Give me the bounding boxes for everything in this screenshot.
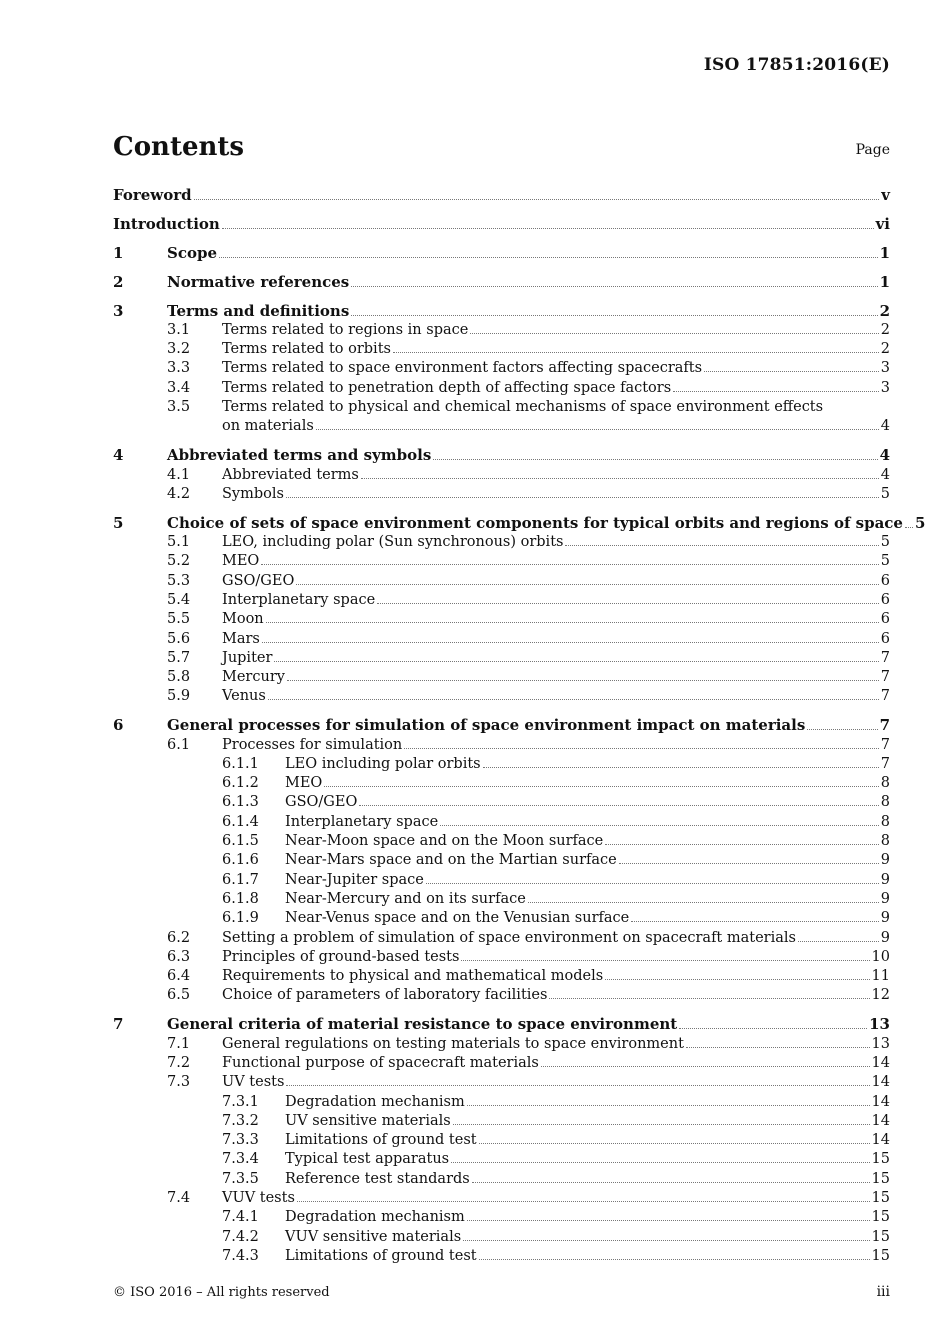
toc-entry[interactable] — [113, 986, 890, 1005]
toc-entry-number: 3.4 — [167, 379, 191, 396]
toc-entry-title[interactable]: Terms related to orbits — [222, 341, 391, 358]
toc-entry-number: 7.3.5 — [222, 1170, 259, 1187]
toc-entry[interactable] — [113, 736, 890, 755]
page-title: Contents — [113, 132, 245, 162]
toc-entry[interactable] — [113, 572, 890, 591]
toc-entry-number: 6.1.6 — [222, 852, 259, 869]
toc-entry[interactable] — [113, 967, 890, 986]
toc-entry-page[interactable]: 7 — [880, 669, 890, 686]
toc-entry[interactable] — [113, 1189, 890, 1208]
toc-entry-page[interactable]: 5 — [880, 485, 890, 502]
page-column-label: Page — [855, 142, 890, 158]
dot-leader — [467, 1220, 870, 1221]
toc-entry-number: 2 — [113, 272, 124, 291]
page-number: iii — [876, 1284, 890, 1300]
dot-leader — [361, 478, 879, 479]
toc-entry-page[interactable]: 14 — [871, 1112, 890, 1129]
dot-leader — [194, 199, 880, 200]
toc-entry-title[interactable]: VUV sensitive materials — [285, 1228, 462, 1245]
dot-leader — [351, 286, 877, 287]
dot-leader — [605, 844, 879, 845]
toc-entry-number: 6.1.9 — [222, 910, 259, 927]
toc-entry[interactable] — [113, 591, 890, 610]
toc-entry-page[interactable]: 15 — [871, 1209, 890, 1226]
toc-entry-title[interactable]: Introduction — [113, 214, 220, 233]
toc-entry-page[interactable]: vi — [875, 214, 890, 233]
toc-entry-number: 7 — [113, 1015, 124, 1034]
toc-entry[interactable] — [113, 649, 890, 668]
toc-entry-number: 6.1 — [167, 736, 191, 753]
dot-leader — [807, 729, 877, 730]
toc-entry[interactable] — [113, 793, 890, 812]
toc-entry[interactable] — [113, 630, 890, 649]
toc-entry-title[interactable]: Choice of parameters of laboratory facilities — [222, 987, 548, 1004]
toc-entry[interactable] — [113, 398, 890, 417]
dot-leader — [565, 545, 878, 546]
toc-entry-title[interactable]: Terms related to regions in space — [222, 321, 469, 338]
toc-entry-page[interactable]: 15 — [871, 1228, 890, 1245]
toc-entry-title[interactable]: UV tests — [222, 1074, 285, 1091]
toc-entry-title[interactable]: Terms related to space environment factors affecting spacecrafts — [222, 360, 703, 377]
dot-leader — [261, 564, 878, 565]
toc-entry-title[interactable]: Functional purpose of spacecraft materials — [222, 1054, 539, 1071]
toc-entry-number: 6.1.2 — [222, 775, 259, 792]
toc-entry-page[interactable]: 6 — [880, 611, 890, 628]
toc-entry-title[interactable]: Jupiter — [222, 649, 273, 666]
dot-leader — [377, 603, 879, 604]
toc-entry-page[interactable]: 8 — [880, 833, 890, 850]
dot-leader — [541, 1066, 870, 1067]
toc-entry-page[interactable]: 2 — [880, 341, 890, 358]
toc-entry-page[interactable]: 15 — [871, 1170, 890, 1187]
toc-entry[interactable] — [113, 302, 890, 321]
toc-entry-page[interactable]: 9 — [880, 890, 890, 907]
toc-entry-page[interactable]: 14 — [871, 1093, 890, 1110]
dot-leader — [286, 497, 879, 498]
toc-entry-title[interactable]: MEO — [222, 553, 260, 570]
toc-entry-title[interactable]: MEO — [285, 775, 323, 792]
toc-entry-number: 3.2 — [167, 341, 191, 358]
toc-entry[interactable] — [113, 890, 890, 909]
toc-entry-page[interactable]: 1 — [879, 243, 890, 262]
toc-entry-title[interactable]: VUV tests — [222, 1190, 295, 1206]
toc-entry-title[interactable]: Mars — [222, 630, 260, 647]
toc-entry-number: 5.5 — [167, 611, 191, 628]
toc-entry-number: 7.3.1 — [222, 1093, 259, 1110]
dot-leader — [426, 883, 879, 884]
toc-entry[interactable] — [113, 871, 890, 890]
toc-entry-page[interactable]: 6 — [880, 572, 890, 589]
toc-entry-title[interactable]: Limitations of ground test — [285, 1132, 477, 1149]
dot-leader — [463, 1240, 869, 1241]
toc-entry[interactable] — [113, 513, 926, 533]
dot-leader — [222, 228, 874, 229]
toc-entry-number: 5.2 — [167, 553, 191, 570]
toc-entry-number: 7.4.2 — [222, 1228, 259, 1245]
toc-entry-title[interactable]: Typical test apparatus — [285, 1151, 450, 1168]
toc-entry-title[interactable]: Near-Mercury and on its surface — [285, 890, 526, 907]
dot-leader — [461, 960, 869, 961]
toc-entry[interactable] — [113, 832, 890, 851]
dot-leader — [528, 902, 879, 903]
dot-leader — [673, 391, 879, 392]
toc-entry[interactable] — [113, 716, 890, 735]
toc-entry-number: 6.1.1 — [222, 755, 259, 772]
toc-entry[interactable] — [113, 1093, 890, 1112]
toc-entry[interactable] — [113, 186, 890, 205]
toc-entry-page[interactable]: 8 — [880, 794, 890, 811]
toc-entry[interactable] — [113, 1015, 890, 1034]
toc-entry-page[interactable]: 14 — [871, 1074, 890, 1091]
toc-entry[interactable] — [113, 1054, 890, 1073]
toc-entry-page[interactable]: 9 — [880, 929, 890, 946]
toc-entry-page[interactable]: 15 — [871, 1151, 890, 1168]
copyright-notice: © ISO 2016 – All rights reserved — [113, 1285, 330, 1300]
toc-entry-page[interactable]: 5 — [880, 534, 890, 551]
toc-entry[interactable] — [113, 1112, 890, 1131]
toc-entry[interactable] — [113, 533, 890, 552]
toc-entry-page[interactable]: 10 — [871, 948, 890, 965]
dot-leader — [479, 1143, 870, 1144]
toc-entry[interactable] — [113, 1170, 890, 1189]
dot-leader — [479, 1259, 870, 1260]
toc-entry-number: 5.1 — [167, 534, 191, 551]
toc-entry-title[interactable]: Terms related to physical and chemical mechanisms of space environment effects — [222, 399, 824, 416]
toc-entry-title[interactable]: Moon — [222, 611, 264, 628]
toc-entry-title[interactable]: General regulations on testing materials to space environment — [222, 1035, 684, 1052]
toc-entry-page[interactable]: 9 — [880, 910, 890, 927]
toc-entry-page[interactable]: 8 — [880, 813, 890, 830]
dot-leader — [268, 699, 879, 700]
dot-leader — [351, 315, 877, 316]
toc-entry-title[interactable]: Near-Moon space and on the Moon surface — [285, 833, 604, 850]
toc-entry[interactable] — [113, 755, 890, 774]
dot-leader — [483, 767, 879, 768]
table-of-contents — [113, 186, 926, 1266]
toc-entry-page[interactable]: 7 — [880, 649, 890, 666]
toc-entry[interactable] — [113, 1228, 890, 1247]
toc-entry-title[interactable]: Venus — [222, 688, 266, 705]
toc-entry-number: 7.1 — [167, 1035, 191, 1052]
toc-entry-number: 6.1.5 — [222, 833, 259, 850]
toc-entry-title[interactable]: on materials — [222, 418, 314, 435]
toc-entry-title[interactable]: Normative references — [167, 272, 350, 291]
toc-entry-number: 5.7 — [167, 649, 191, 666]
toc-entry-number: 7.2 — [167, 1054, 191, 1071]
toc-entry-number: 7.3.3 — [222, 1132, 259, 1149]
toc-entry[interactable] — [113, 552, 890, 571]
toc-entry-page[interactable]: 13 — [871, 1035, 890, 1052]
toc-entry-page[interactable]: 2 — [880, 321, 890, 338]
toc-entry-page[interactable]: 9 — [880, 852, 890, 869]
toc-entry-page[interactable]: 6 — [880, 591, 890, 608]
toc-entry-page[interactable]: 6 — [880, 630, 890, 647]
dot-leader — [262, 642, 879, 643]
dot-leader — [619, 863, 879, 864]
dot-leader — [286, 1085, 869, 1086]
toc-entry-number: 4 — [113, 446, 124, 465]
dot-leader — [324, 786, 878, 787]
toc-entry-title[interactable]: Abbreviated terms and symbols — [167, 446, 432, 465]
toc-entry[interactable] — [113, 485, 890, 504]
toc-entry[interactable] — [113, 1035, 890, 1054]
toc-entry-title[interactable]: Mercury — [222, 669, 285, 686]
toc-entry-title[interactable]: GSO/GEO — [285, 794, 358, 811]
toc-entry-number: 7.4 — [167, 1190, 191, 1206]
toc-entry[interactable] — [113, 1131, 890, 1150]
toc-entry-number: 3 — [113, 301, 124, 320]
toc-entry-page[interactable]: 5 — [914, 513, 926, 532]
dot-leader — [631, 921, 879, 922]
toc-entry[interactable] — [113, 446, 890, 465]
toc-entry-number: 7.3.2 — [222, 1112, 259, 1129]
toc-entry-number: 6.1.7 — [222, 871, 259, 888]
toc-entry-title[interactable]: General processes for simulation of space environment impact on materials — [167, 716, 806, 735]
toc-entry-number: 6.3 — [167, 948, 191, 965]
toc-entry[interactable] — [113, 851, 890, 870]
toc-entry[interactable] — [113, 774, 890, 793]
dot-leader — [433, 459, 877, 460]
toc-entry[interactable] — [113, 1247, 890, 1266]
toc-entry-number: 7.3 — [167, 1074, 191, 1091]
toc-entry-page[interactable]: 15 — [871, 1190, 890, 1206]
toc-entry-title[interactable]: Interplanetary space — [222, 591, 376, 608]
toc-entry-page[interactable]: 11 — [871, 968, 890, 985]
toc-entry-title[interactable]: Requirements to physical and mathematical models — [222, 968, 604, 985]
toc-entry-number: 3.3 — [167, 360, 191, 377]
toc-entry-title[interactable]: Processes for simulation — [222, 736, 403, 753]
toc-entry-page[interactable]: 15 — [871, 1247, 890, 1264]
toc-entry[interactable] — [113, 668, 890, 687]
toc-entry-number: 5.9 — [167, 688, 191, 705]
toc-entry-number: 4.2 — [167, 485, 191, 502]
dot-leader — [686, 1047, 870, 1048]
toc-entry[interactable] — [113, 1150, 890, 1169]
toc-entry-page[interactable]: 14 — [871, 1054, 890, 1071]
toc-entry[interactable] — [113, 610, 890, 629]
toc-entry-title[interactable]: Degradation mechanism — [285, 1093, 465, 1110]
toc-entry-number: 5.8 — [167, 669, 191, 686]
toc-entry-number: 6.2 — [167, 929, 191, 946]
toc-entry-number: 1 — [113, 243, 124, 262]
toc-entry-title[interactable]: Reference test standards — [285, 1170, 470, 1187]
toc-entry-title[interactable]: Symbols — [222, 485, 284, 502]
toc-entry-number: 5.4 — [167, 591, 191, 608]
toc-entry-title[interactable]: Foreword — [113, 186, 192, 204]
toc-entry-number: 3.5 — [167, 399, 191, 416]
toc-entry-page[interactable]: v — [881, 186, 890, 204]
toc-entry-number: 6.1.4 — [222, 813, 259, 830]
dot-leader — [905, 527, 913, 528]
toc-entry-title[interactable]: Near-Jupiter space — [285, 871, 424, 888]
toc-entry-page[interactable]: 8 — [880, 775, 890, 792]
toc-entry-title[interactable]: Degradation mechanism — [285, 1209, 465, 1226]
dot-leader — [453, 1124, 870, 1125]
dot-leader — [704, 371, 879, 372]
dot-leader — [451, 1162, 869, 1163]
toc-entry-number: 6.1.3 — [222, 794, 259, 811]
toc-entry-page[interactable]: 5 — [880, 553, 890, 570]
toc-entry-title[interactable]: GSO/GEO — [222, 572, 295, 589]
toc-entry[interactable] — [113, 359, 890, 378]
toc-entry-number: 6.4 — [167, 968, 191, 985]
toc-entry-number: 6 — [113, 716, 124, 735]
toc-entry-page[interactable]: 14 — [871, 1132, 890, 1149]
toc-entry-number: 7.4.3 — [222, 1247, 259, 1264]
toc-entry-number: 4.1 — [167, 466, 191, 483]
toc-entry[interactable] — [113, 1208, 890, 1227]
toc-entry-number: 5 — [113, 513, 124, 532]
toc-entry-page[interactable]: 1 — [879, 272, 890, 291]
toc-entry-page[interactable]: 7 — [880, 688, 890, 705]
toc-entry[interactable] — [113, 379, 890, 398]
dot-leader — [393, 352, 879, 353]
dot-leader — [296, 584, 878, 585]
toc-entry-number: 6.1.8 — [222, 890, 259, 907]
toc-entry-title[interactable]: LEO including polar orbits — [285, 755, 481, 772]
toc-entry-page[interactable]: 9 — [880, 871, 890, 888]
toc-entry-page[interactable]: 7 — [880, 755, 890, 772]
toc-entry-title[interactable]: Terms related to penetration depth of affecting space factors — [222, 379, 672, 396]
toc-entry[interactable] — [113, 417, 890, 436]
toc-entry-title[interactable]: General criteria of material resistance to space environment — [167, 1015, 678, 1034]
toc-entry-title[interactable]: Interplanetary space — [285, 813, 439, 830]
toc-entry-title[interactable]: LEO, including polar (Sun synchronous) orbits — [222, 534, 564, 551]
toc-entry-page[interactable]: 7 — [879, 716, 890, 735]
toc-entry-page[interactable]: 13 — [869, 1015, 890, 1034]
dot-leader — [266, 622, 879, 623]
toc-entry-number: 5.6 — [167, 630, 191, 647]
dot-leader — [467, 1105, 870, 1106]
toc-entry-title[interactable]: Limitations of ground test — [285, 1247, 477, 1264]
toc-entry-number: 7.4.1 — [222, 1209, 259, 1226]
toc-entry-page[interactable]: 3 — [880, 360, 890, 377]
dot-leader — [404, 748, 879, 749]
toc-entry[interactable] — [113, 321, 890, 340]
toc-entry[interactable] — [113, 929, 890, 948]
toc-entry[interactable] — [113, 466, 890, 485]
toc-entry-page[interactable]: 12 — [871, 987, 890, 1004]
dot-leader — [472, 1182, 870, 1183]
toc-entry-page[interactable]: 7 — [880, 736, 890, 753]
dot-leader — [219, 257, 878, 258]
dot-leader — [297, 1201, 870, 1202]
toc-entry-title[interactable]: UV sensitive materials — [285, 1112, 451, 1129]
toc-entry-title[interactable]: Near-Venus space and on the Venusian surface — [285, 910, 630, 927]
toc-entry-title[interactable]: Terms and definitions — [167, 301, 350, 320]
toc-entry[interactable] — [113, 909, 890, 928]
toc-entry-page[interactable]: 2 — [879, 301, 890, 320]
toc-entry[interactable] — [113, 687, 890, 706]
toc-entry-number: 5.3 — [167, 572, 191, 589]
dot-leader — [549, 998, 869, 999]
toc-entry[interactable] — [113, 948, 890, 967]
toc-entry[interactable] — [113, 1073, 890, 1092]
dot-leader — [605, 979, 869, 980]
toc-entry-number: 6.5 — [167, 987, 191, 1004]
dot-leader — [440, 825, 879, 826]
dot-leader — [679, 1028, 867, 1029]
toc-entry-title[interactable]: Abbreviated terms — [222, 466, 359, 483]
toc-entry-page[interactable]: 3 — [880, 379, 890, 396]
toc-entry-title[interactable]: Near-Mars space and on the Martian surface — [285, 852, 617, 869]
toc-entry[interactable] — [113, 340, 890, 359]
toc-entry-page[interactable]: 4 — [880, 466, 890, 483]
dot-leader — [274, 661, 878, 662]
toc-entry-page[interactable]: 4 — [880, 418, 890, 435]
dot-leader — [798, 941, 879, 942]
toc-entry[interactable] — [113, 244, 890, 263]
toc-entry[interactable] — [113, 215, 890, 234]
toc-entry-title[interactable]: Principles of ground-based tests — [222, 948, 460, 965]
dot-leader — [359, 805, 878, 806]
toc-entry[interactable] — [113, 273, 890, 292]
toc-entry-title[interactable]: Setting a problem of simulation of space environment on spacecraft materials — [222, 929, 796, 946]
toc-entry[interactable] — [113, 813, 890, 832]
toc-entry-number: 7.3.4 — [222, 1151, 259, 1168]
toc-entry-title[interactable]: Choice of sets of space environment components for typical orbits and regions of space — [167, 513, 903, 532]
dot-leader — [316, 429, 879, 430]
toc-entry-number: 3.1 — [167, 321, 191, 338]
toc-entry-title[interactable]: Scope — [167, 243, 218, 262]
dot-leader — [470, 333, 878, 334]
document-id: ISO 17851:2016(E) — [703, 55, 890, 75]
dot-leader — [287, 680, 879, 681]
toc-entry-page[interactable]: 4 — [879, 446, 890, 465]
